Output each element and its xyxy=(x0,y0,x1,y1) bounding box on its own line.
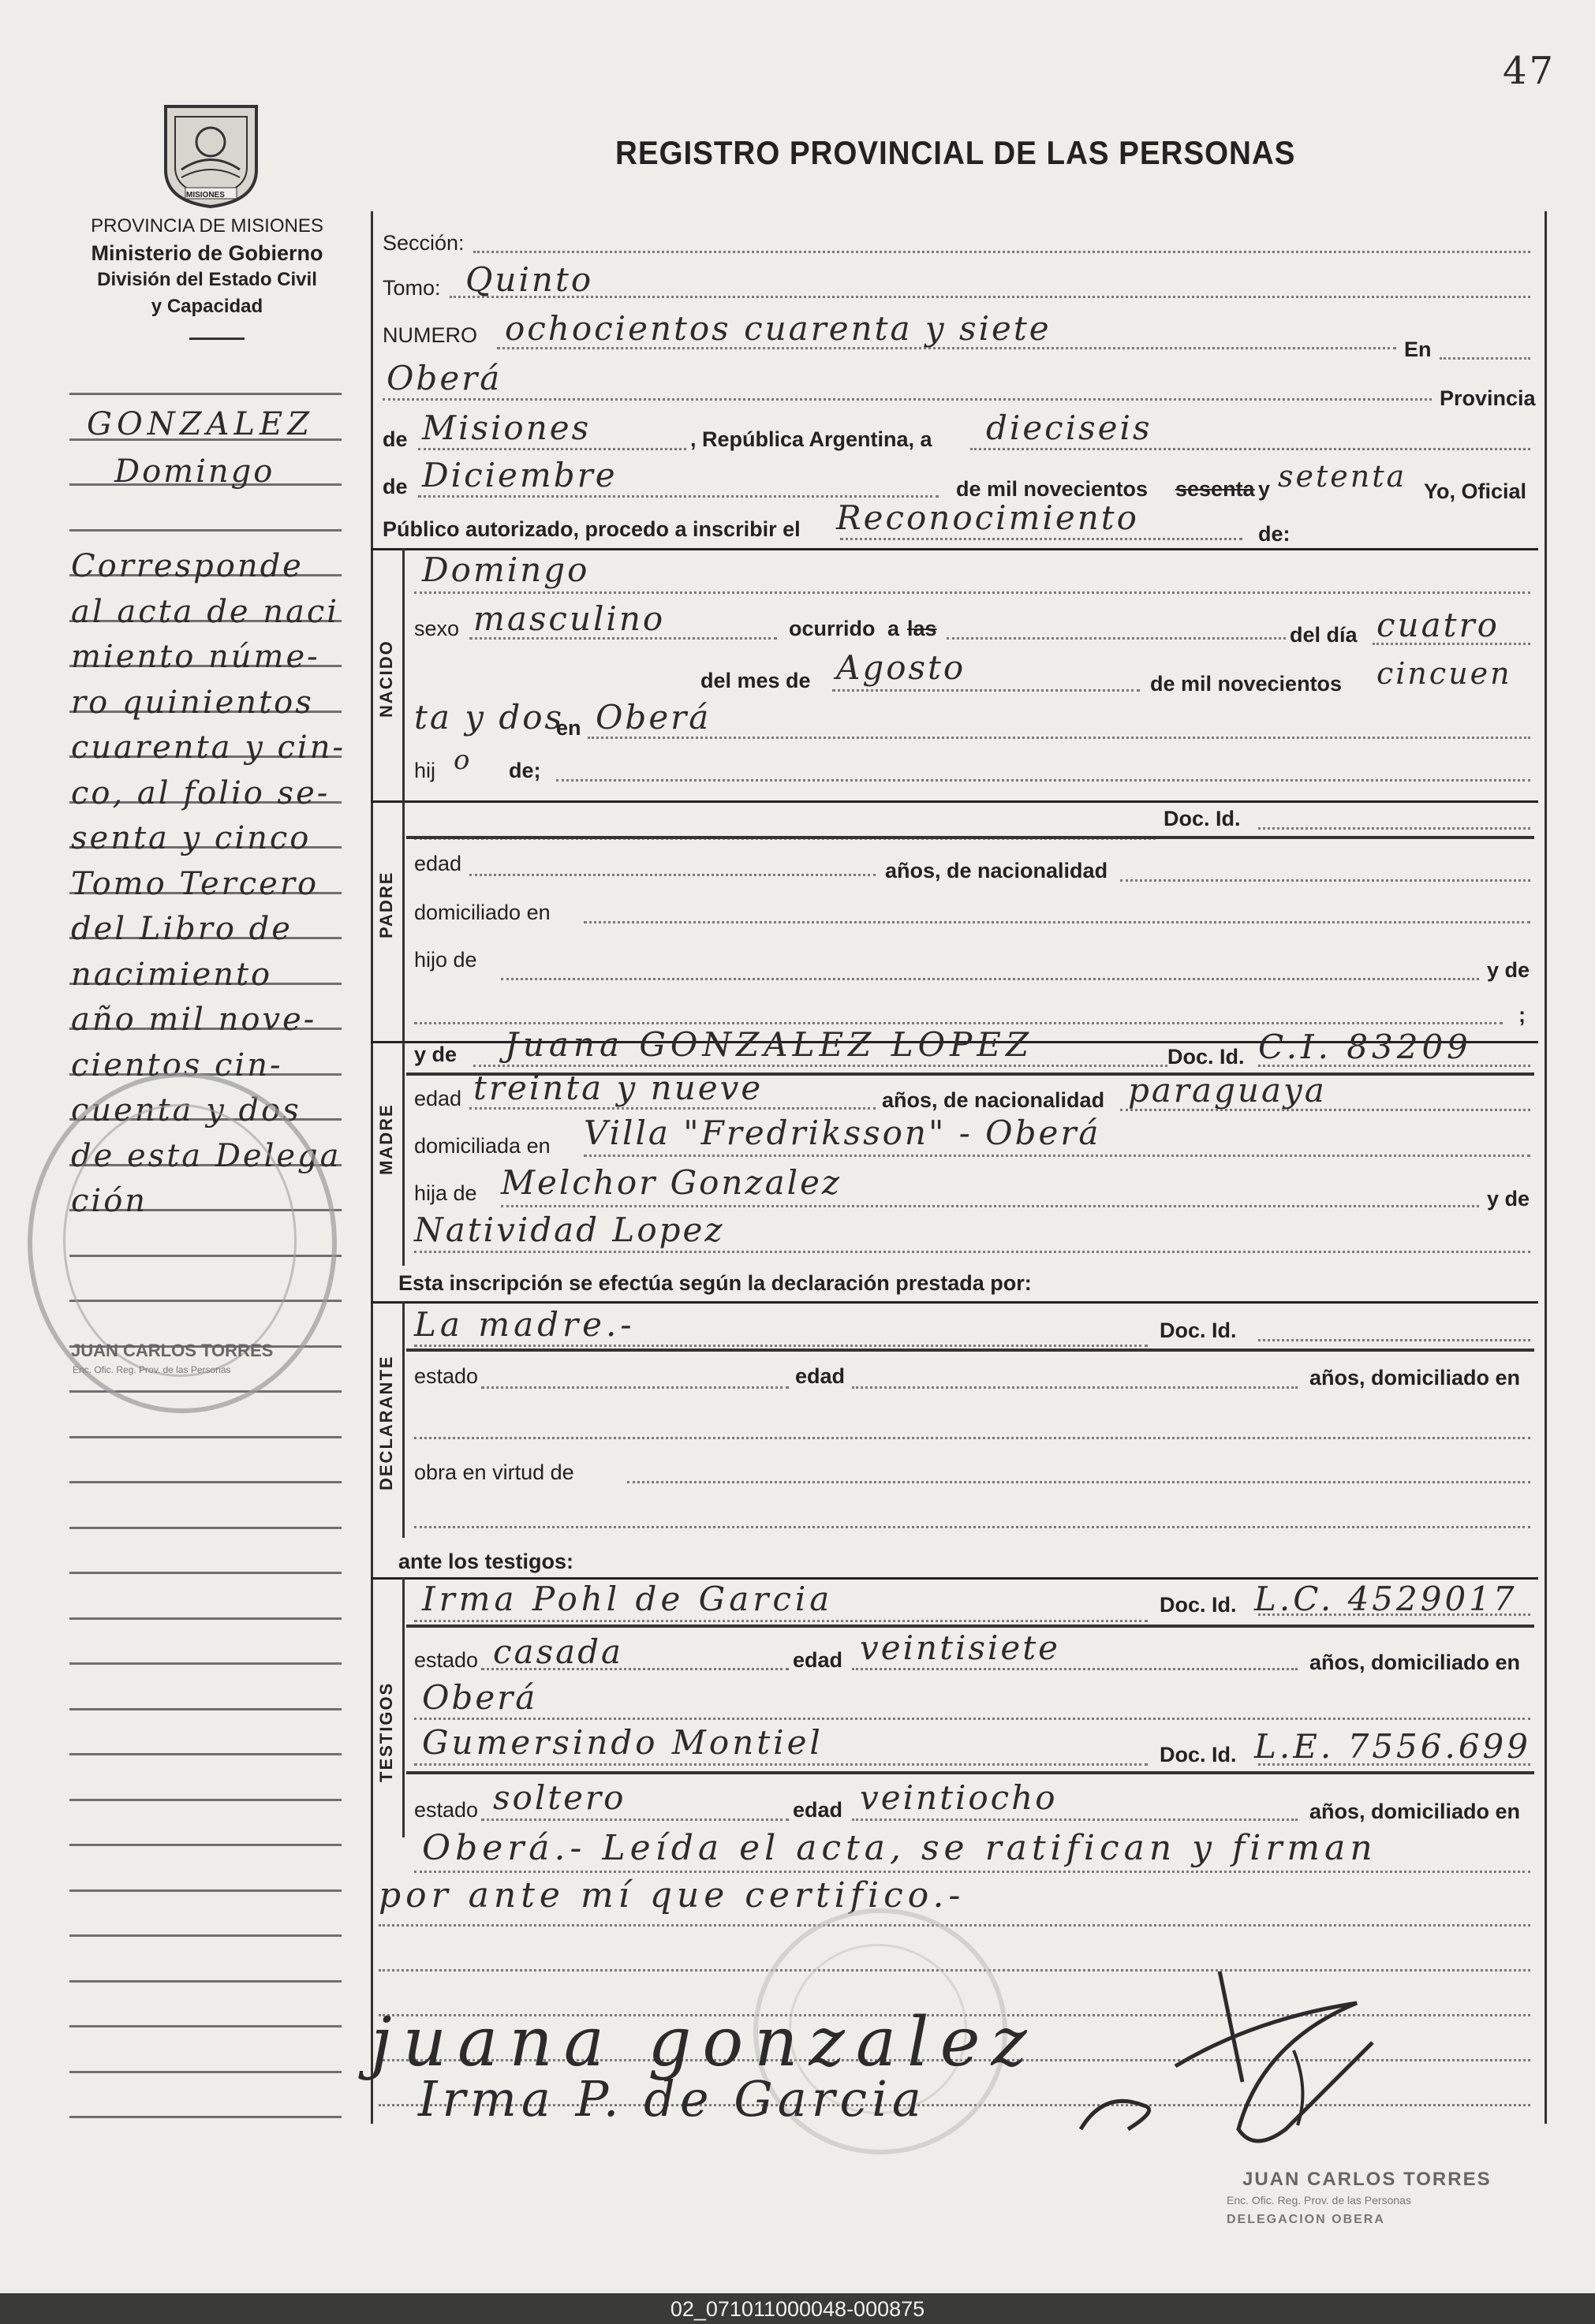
page-number: 47 xyxy=(1503,49,1556,93)
republica-label: , República Argentina, a xyxy=(690,427,932,451)
nombre-value: Domingo xyxy=(422,550,590,589)
madre-nac-line xyxy=(1120,1109,1530,1111)
sidebar-note-line: año mil nove- xyxy=(71,1002,317,1038)
declarante-anios-label: años, domiciliado en xyxy=(1309,1366,1521,1390)
sidebar-rule-line xyxy=(69,1934,342,1937)
header-divider xyxy=(189,338,245,340)
sidebar-note-line: del Libro de xyxy=(71,911,293,947)
lugar-line xyxy=(383,398,1432,401)
hijo-line xyxy=(556,779,1530,782)
hijo-suffix: o xyxy=(454,744,473,776)
sidebar-rule-line xyxy=(69,2071,342,2073)
en-label-nac: en xyxy=(556,716,581,740)
madre-doc-line xyxy=(1258,1065,1530,1067)
padre-doc-label: Doc. Id. xyxy=(1164,807,1241,830)
a-label: a xyxy=(887,617,900,640)
madre-madre-value: Natividad Lopez xyxy=(414,1210,725,1249)
header-ministry: Ministerio de Gobierno xyxy=(91,241,323,265)
sidebar-rule-line xyxy=(69,1708,342,1710)
madre-domic-value: Villa "Fredriksson" - Oberá xyxy=(584,1114,1101,1152)
tipo-line xyxy=(840,538,1242,540)
padre-y-de-label: y de xyxy=(1487,958,1530,982)
madre-bar xyxy=(402,1041,405,1266)
sidebar-note-line: ro quinientos xyxy=(71,684,314,721)
cierre-line-2: por ante mí que certifico.- xyxy=(379,1875,966,1916)
testigo2-edad-line xyxy=(852,1819,1298,1821)
dia-nac-value: cuatro xyxy=(1376,606,1500,644)
sidebar-note-line: cuarenta y cin- xyxy=(71,729,346,766)
testigo2-rule xyxy=(406,1771,1534,1774)
testigo2-line xyxy=(414,1763,1148,1766)
sidebar-rule-line xyxy=(69,393,342,395)
ministry-header xyxy=(47,213,367,320)
sidebar-note-line: nacimiento xyxy=(71,956,273,993)
madre-domic-line xyxy=(584,1155,1530,1157)
anio-nac-value-b: ta y dos xyxy=(414,698,565,737)
seccion-line xyxy=(473,251,1530,253)
sidebar-rule-line xyxy=(69,529,342,532)
las-struck: las xyxy=(907,617,937,640)
madre-y-de-label-2: y de xyxy=(1487,1187,1530,1210)
signature-witness: Irma P. de Garcia xyxy=(418,2070,926,2128)
de-label: de xyxy=(383,427,408,451)
ocurrido-label: ocurrido xyxy=(789,617,876,640)
mes-registro-line xyxy=(418,495,939,498)
madre-edad-value: treinta y nueve xyxy=(473,1069,764,1107)
stamp-name-left: JUAN CARLOS TORRES xyxy=(71,1341,274,1360)
sidebar-note-line: al acta de naci xyxy=(71,593,340,630)
semicolon-label: ; xyxy=(1518,1003,1526,1027)
numero-value: ochocientos cuarenta y siete xyxy=(505,309,1052,348)
madre-madre-line xyxy=(414,1251,1530,1253)
sexo-value: masculino xyxy=(473,599,666,638)
madre-nombre-line xyxy=(473,1065,1167,1067)
sidebar-rule-line xyxy=(69,1662,342,1665)
testigo2-value: Gumersindo Montiel xyxy=(422,1723,824,1762)
cierre-line-1: Oberá.- Leída el acta, se ratifican y firman xyxy=(422,1828,1377,1868)
provincia-line xyxy=(418,448,686,450)
de-mil-nov-label: de mil novecientos xyxy=(1150,672,1343,696)
sesenta-struck: sesenta xyxy=(1175,477,1255,501)
de-colon-label: de: xyxy=(1258,522,1291,546)
testigo1-anios-label: años, domiciliado en xyxy=(1309,1651,1521,1674)
declarante-side-label: DECLARANTE xyxy=(376,1355,396,1490)
obra-line xyxy=(627,1481,1530,1483)
sidebar-note-line: Tomo Tercero xyxy=(71,865,319,902)
declarante-edad-label: edad xyxy=(795,1364,846,1388)
testigo1-estado-value: casada xyxy=(493,1632,624,1671)
tomo-label: Tomo: xyxy=(383,276,441,300)
declarante-doc-label: Doc. Id. xyxy=(1160,1319,1237,1342)
sidebar-note-line: de esta Delega xyxy=(71,1137,342,1174)
anio-nac-value-a: cincuen xyxy=(1376,656,1512,691)
declarante-bar xyxy=(402,1301,405,1538)
padre-extra-line xyxy=(414,1022,1503,1024)
obra-line-2 xyxy=(414,1526,1530,1528)
tomo-line xyxy=(450,296,1530,298)
padre-hijo-de-line xyxy=(501,978,1479,980)
testigo1-edad-label: edad xyxy=(793,1648,843,1672)
de-label-2: de xyxy=(383,475,408,498)
lugar-nac-value: Oberá xyxy=(596,698,712,737)
emblem-text: MISIONES xyxy=(186,191,225,200)
de-mil-label: de mil novecientos xyxy=(956,477,1149,501)
testigo2-edad-label: edad xyxy=(793,1798,843,1822)
sidebar-surname: GONZALEZ xyxy=(87,406,314,442)
madre-hija-de-line xyxy=(501,1205,1479,1207)
header-province: PROVINCIA DE MISIONES xyxy=(91,215,323,237)
padre-side-label: PADRE xyxy=(376,871,396,938)
del-dia-label: del día xyxy=(1290,623,1358,647)
numero-label: NUMERO xyxy=(383,323,477,347)
testigo1-rule xyxy=(406,1625,1534,1628)
lugar-value: Oberá xyxy=(387,359,502,397)
padre-hijo-de-label: hijo de xyxy=(414,948,477,972)
section-divider xyxy=(371,800,1538,803)
testigo1-dom-value: Oberá xyxy=(422,1678,538,1717)
testigo1-doc-value: L.C. 4529017 xyxy=(1254,1580,1518,1618)
padre-edad-label: edad xyxy=(414,852,462,875)
testigo1-doc-line xyxy=(1258,1613,1530,1616)
provincia-label: Provincia xyxy=(1440,386,1536,410)
testigo2-doc-label: Doc. Id. xyxy=(1160,1743,1237,1766)
stamp-name-right: JUAN CARLOS TORRES xyxy=(1242,2169,1492,2190)
padre-doc-line xyxy=(1258,827,1530,830)
del-mes-label: del mes de xyxy=(700,669,811,692)
official-signature xyxy=(1057,1971,1451,2165)
madre-nac-value: paraguaya xyxy=(1128,1071,1327,1110)
mes-nac-value: Agosto xyxy=(836,648,966,687)
declarante-rule xyxy=(406,1349,1534,1352)
madre-padre-value: Melchor Gonzalez xyxy=(501,1163,842,1202)
declarante-doc-line xyxy=(1258,1339,1530,1341)
nacido-side-label: NACIDO xyxy=(376,640,396,718)
en-line xyxy=(1440,357,1530,360)
mes-nac-line xyxy=(832,689,1140,692)
padre-bar xyxy=(402,800,405,1053)
padre-domic-line xyxy=(584,921,1530,923)
scan-id: 02_071011000048-000875 xyxy=(670,2297,925,2321)
publico-label: Público autorizado, procedo a inscribir el xyxy=(383,517,801,541)
sidebar-rule-line xyxy=(69,2116,342,2118)
declarante-edad-line xyxy=(852,1386,1298,1389)
mes-registro-value: Diciembre xyxy=(422,456,618,494)
tomo-value: Quinto xyxy=(465,260,594,299)
sexo-label: sexo xyxy=(414,617,460,640)
stamp-inner-ring xyxy=(63,1104,297,1377)
testigo1-dom-line xyxy=(414,1718,1530,1720)
declarante-estado-label: estado xyxy=(414,1364,479,1388)
sidebar-note-line: cientos cin- xyxy=(71,1046,283,1084)
yo-oficial-label: Yo, Oficial xyxy=(1424,479,1527,503)
hijo-label: hij xyxy=(414,759,436,782)
seccion-label: Sección: xyxy=(383,231,465,255)
padre-domic-label: domiciliado en xyxy=(414,901,551,924)
madre-doc-label: Doc. Id. xyxy=(1167,1045,1245,1069)
testigo1-edad-line xyxy=(852,1668,1298,1670)
header-division: División del Estado Civil xyxy=(97,269,317,290)
stamp-delegation-right: DELEGACION OBERA xyxy=(1227,2213,1385,2226)
ante-label: ante los testigos: xyxy=(398,1550,574,1573)
madre-hija-de-label: hija de xyxy=(414,1181,477,1205)
dia-registro-value: dieciseis xyxy=(986,408,1152,447)
sidebar-note-line: co, al folio se- xyxy=(71,774,331,811)
inscripcion-label: Esta inscripción se efectúa según la declaración prestada por: xyxy=(398,1271,1032,1295)
bottom-rule-line xyxy=(379,1924,1530,1927)
sidebar-rule-line xyxy=(69,1572,342,1574)
madre-y-de-label: y de xyxy=(414,1043,458,1066)
sidebar-rule-line xyxy=(69,1889,342,1892)
obra-label: obra en virtud de xyxy=(414,1460,574,1484)
stamp-title-right: Enc. Ofic. Reg. Prov. de las Personas xyxy=(1227,2194,1411,2206)
signature-mother: juana gonzalez xyxy=(371,2003,1038,2082)
madre-nombre-value: Juana GONZALEZ LOPEZ xyxy=(505,1025,1034,1064)
padre-nac-line xyxy=(1120,879,1530,882)
testigos-side-label: TESTIGOS xyxy=(376,1681,396,1782)
sidebar-note-line: cuenta y dos xyxy=(71,1092,301,1128)
testigo1-value: Irma Pohl de Garcia xyxy=(422,1580,834,1618)
sidebar-rule-line xyxy=(69,1436,342,1438)
testigo2-doc-line xyxy=(1258,1763,1530,1766)
en-label: En xyxy=(1404,338,1432,361)
madre-doc-value: C.I. 83209 xyxy=(1258,1028,1472,1066)
declarante-domic-line xyxy=(414,1437,1530,1439)
sidebar-rule-line xyxy=(69,1617,342,1620)
testigo2-estado-line xyxy=(481,1819,789,1821)
provincia-value: Misiones xyxy=(422,408,592,447)
form-right-border xyxy=(1545,211,1547,2124)
sidebar-note-line: Corresponde xyxy=(71,548,304,584)
hijo-de-label: de; xyxy=(509,759,541,782)
hora-line xyxy=(947,637,1286,640)
header-capacity: y Capacidad xyxy=(151,296,263,317)
testigo1-line xyxy=(414,1620,1148,1622)
sidebar-note-line: ción xyxy=(71,1183,148,1219)
sidebar-note-line: senta y cinco xyxy=(71,820,312,856)
y-label: y xyxy=(1258,477,1271,501)
nacido-bar xyxy=(402,548,405,800)
testigo2-edad-value: veintiocho xyxy=(860,1778,1058,1817)
padre-anios-label: años, de nacionalidad xyxy=(885,859,1108,882)
sidebar-rule-line xyxy=(69,1753,342,1755)
testigo1-doc-label: Doc. Id. xyxy=(1160,1593,1237,1617)
cierre-dots-1 xyxy=(414,1871,1530,1873)
testigos-bar xyxy=(402,1577,405,1837)
madre-anios-label: años, de nacionalidad xyxy=(882,1088,1105,1112)
testigo2-anios-label: años, domiciliado en xyxy=(1309,1800,1521,1823)
madre-edad-line xyxy=(469,1107,876,1110)
dia-registro-line xyxy=(970,448,1530,450)
sidebar-rule-line xyxy=(69,1844,342,1846)
sidebar-given-name: Domingo xyxy=(114,453,275,490)
document-title: REGISTRO PROVINCIAL DE LAS PERSONAS xyxy=(615,134,1296,171)
madre-side-label: MADRE xyxy=(376,1103,396,1175)
testigo2-estado-label: estado xyxy=(414,1798,479,1822)
sidebar-rule-line xyxy=(69,1527,342,1529)
tipo-value: Reconocimiento xyxy=(836,498,1139,537)
padre-edad-line xyxy=(469,874,876,876)
madre-edad-label: edad xyxy=(414,1087,462,1110)
declarante-line xyxy=(414,1345,1148,1347)
padre-rule xyxy=(406,836,1534,839)
testigo2-estado-value: soltero xyxy=(493,1778,626,1817)
testigo1-edad-value: veintisiete xyxy=(860,1628,1060,1667)
testigo1-estado-line xyxy=(481,1668,789,1670)
madre-domic-label: domiciliada en xyxy=(414,1134,551,1158)
sidebar-rule-line xyxy=(69,2025,342,2027)
nombre-line xyxy=(414,591,1530,594)
sidebar-rule-line xyxy=(69,1980,342,1983)
testigo2-doc-value: L.E. 7556.699 xyxy=(1254,1727,1532,1766)
testigo1-estado-label: estado xyxy=(414,1648,479,1672)
scan-footer xyxy=(0,2293,1595,2324)
stamp-title-left: Enc. Ofic. Reg. Prov. de las Personas xyxy=(73,1364,231,1375)
anio-registro-value: setenta xyxy=(1278,459,1407,494)
sidebar-rule-line xyxy=(69,1481,342,1483)
sidebar-note-line: miento núme- xyxy=(71,639,320,675)
section-divider xyxy=(371,1301,1538,1304)
lugar-nac-line xyxy=(588,737,1530,739)
sidebar-rule-line xyxy=(69,1799,342,1801)
form-left-border xyxy=(371,211,373,2124)
declarante-value: La madre.- xyxy=(414,1305,636,1344)
declarante-estado-line xyxy=(481,1386,789,1389)
